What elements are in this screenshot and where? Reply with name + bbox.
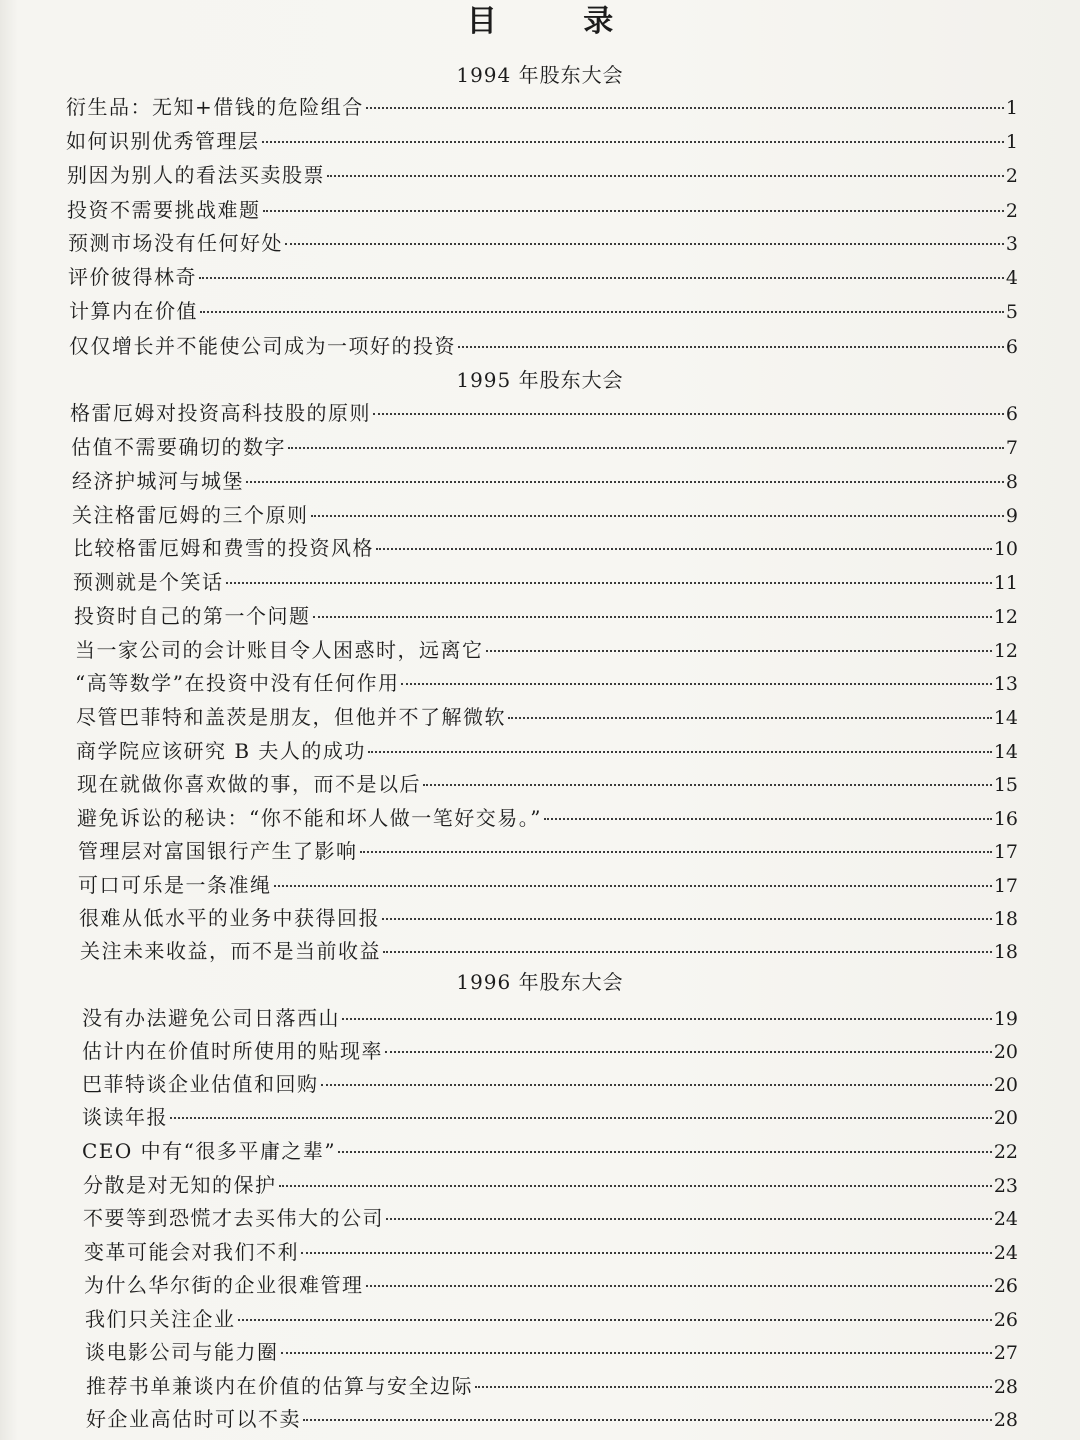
toc-entry-page: 2 [1005, 165, 1018, 187]
dot-leader [373, 413, 1004, 415]
toc-entry[interactable] [74, 602, 1018, 631]
dot-leader [321, 1084, 992, 1086]
toc-entry[interactable] [66, 93, 1018, 122]
toc-entry-page: 15 [993, 774, 1018, 796]
toc-entry-page: 23 [993, 1175, 1018, 1197]
toc-entry-page: 9 [1005, 505, 1018, 527]
toc-entry-title: CEO 中有“很多平庸之辈” [82, 1139, 337, 1163]
toc-entry[interactable] [82, 1103, 1018, 1132]
toc-entry-title: 分散是对无知的保护 [83, 1173, 277, 1197]
toc-entry[interactable] [76, 703, 1018, 732]
toc-entry-page: 18 [993, 908, 1018, 930]
dot-leader [508, 717, 992, 719]
toc-entry[interactable] [69, 297, 1018, 326]
toc-entry-title: 关注格雷厄姆的三个原则 [72, 503, 309, 527]
dot-leader [313, 616, 992, 618]
dot-leader [200, 311, 1004, 313]
toc-entry-page: 13 [993, 673, 1018, 695]
toc-entry[interactable] [82, 1070, 1018, 1099]
toc-entry-page: 6 [1005, 403, 1018, 425]
dot-leader [486, 650, 992, 652]
dot-leader [263, 210, 1004, 212]
toc-entry-title: 比较格雷厄姆和费雪的投资风格 [73, 536, 374, 560]
toc-entry-title: 投资时自己的第一个问题 [74, 604, 311, 628]
toc-entry-title: 别因为别人的看法买卖股票 [67, 163, 325, 187]
page-title: 目 录 [466, 4, 652, 39]
toc-entry-title: 计算内在价值 [69, 299, 198, 323]
toc-entry-title: 好企业高估时可以不卖 [86, 1407, 301, 1431]
toc-entry-page: 20 [993, 1107, 1018, 1129]
toc-entry-title: 如何识别优秀管理层 [66, 129, 260, 153]
toc-entry-page: 17 [993, 875, 1018, 897]
toc-entry-title: 避免诉讼的秘诀：“你不能和坏人做一笔好交易。” [77, 806, 542, 830]
toc-entry-title: 格雷厄姆对投资高科技股的原则 [70, 401, 371, 425]
toc-entry-title: 变革可能会对我们不利 [84, 1240, 299, 1264]
toc-entry-title: 很难从低水平的业务中获得回报 [79, 906, 380, 930]
toc-entry[interactable] [67, 161, 1018, 190]
toc-entry-page: 22 [993, 1141, 1018, 1163]
toc-entry-page: 1 [1005, 131, 1018, 153]
toc-entry-title: 谈电影公司与能力圈 [85, 1340, 279, 1364]
dot-leader [311, 515, 1004, 517]
dot-leader [288, 447, 1004, 449]
dot-leader [366, 1285, 992, 1287]
dot-leader [285, 243, 1004, 245]
dot-leader [368, 751, 992, 753]
toc-entry-page: 28 [993, 1409, 1018, 1431]
dot-leader [458, 346, 1004, 348]
dot-leader [423, 784, 992, 786]
dot-leader [475, 1386, 992, 1388]
toc-entry-page: 12 [993, 606, 1018, 628]
toc-entry-title: 估值不需要确切的数字 [71, 435, 286, 459]
dot-leader [366, 107, 1004, 109]
toc-entry-page: 8 [1005, 471, 1018, 493]
toc-entry-page: 27 [993, 1342, 1018, 1364]
toc-entry[interactable] [86, 1405, 1018, 1434]
toc-entry-title: 管理层对富国银行产生了影响 [78, 839, 358, 863]
toc-entry-page: 1 [1005, 97, 1018, 119]
toc-entry-page: 14 [993, 741, 1018, 763]
section-heading-1994: 1994 年股东大会 [456, 63, 624, 87]
toc-entry-title: 评价彼得林奇 [68, 265, 197, 289]
toc-entry-title: 可口可乐是一条准绳 [78, 873, 272, 897]
toc-entry[interactable] [80, 937, 1018, 966]
toc-entry-title: 估计内在价值时所使用的贴现率 [82, 1039, 383, 1063]
dot-leader [383, 951, 992, 953]
toc-entry-page: 24 [993, 1242, 1018, 1264]
dot-leader [327, 175, 1004, 177]
toc-entry[interactable] [78, 837, 1018, 866]
toc-entry-title: 当一家公司的会计账目令人困惑时，远离它 [75, 638, 484, 662]
toc-entry[interactable] [77, 804, 1018, 833]
toc-entry[interactable] [82, 1037, 1018, 1066]
dot-leader [262, 141, 1004, 143]
toc-entry-page: 19 [993, 1008, 1018, 1030]
toc-entry[interactable] [67, 196, 1018, 225]
toc-entry-title: 巴菲特谈企业估值和回购 [82, 1072, 319, 1096]
dot-leader [544, 818, 992, 820]
toc-entry[interactable] [66, 127, 1018, 156]
toc-entry-page: 28 [993, 1376, 1018, 1398]
toc-entry-page: 10 [993, 538, 1018, 560]
toc-entry-page: 17 [993, 841, 1018, 863]
toc-entry[interactable] [83, 1204, 1018, 1233]
toc-entry[interactable] [77, 770, 1018, 799]
toc-entry[interactable] [85, 1338, 1018, 1367]
toc-entry-title: 仅仅增长并不能使公司成为一项好的投资 [69, 334, 456, 358]
toc-entry-title: 推荐书单兼谈内在价值的估算与安全边际 [86, 1374, 473, 1398]
toc-entry-page: 24 [993, 1208, 1018, 1230]
toc-entry-page: 6 [1005, 336, 1018, 358]
dot-leader [279, 1185, 992, 1187]
toc-entry-page: 14 [993, 707, 1018, 729]
toc-entry[interactable] [85, 1305, 1018, 1334]
dot-leader [170, 1117, 992, 1119]
toc-entry-title: 衍生品：无知+借钱的危险组合 [66, 95, 364, 119]
toc-entry-page: 18 [993, 941, 1018, 963]
toc-entry[interactable] [82, 1137, 1018, 1166]
toc-entry[interactable] [86, 1372, 1018, 1401]
toc-entry-title: 没有办法避免公司日落西山 [82, 1006, 340, 1030]
toc-entry-title: 预测市场没有任何好处 [68, 231, 283, 255]
toc-entry[interactable] [79, 904, 1018, 933]
toc-entry[interactable] [75, 669, 1018, 698]
toc-entry[interactable] [71, 433, 1018, 462]
dot-leader [338, 1151, 992, 1153]
dot-leader [301, 1252, 992, 1254]
toc-entry[interactable] [78, 871, 1018, 900]
dot-leader [376, 548, 992, 550]
toc-entry-title: 尽管巴菲特和盖茨是朋友，但他并不了解微软 [76, 705, 506, 729]
toc-entry-page: 7 [1005, 437, 1018, 459]
toc-entry[interactable] [84, 1238, 1018, 1267]
toc-entry-page: 20 [993, 1074, 1018, 1096]
toc-entry-title: 关注未来收益，而不是当前收益 [80, 939, 381, 963]
toc-entry-title: 经济护城河与城堡 [72, 469, 244, 493]
toc-entry[interactable] [73, 568, 1018, 597]
toc-entry[interactable] [68, 229, 1018, 258]
toc-entry-page: 5 [1005, 301, 1018, 323]
toc-entry-title: 商学院应该研究 B 夫人的成功 [76, 739, 366, 763]
toc-entry[interactable] [82, 1004, 1018, 1033]
section-heading-1995: 1995 年股东大会 [456, 368, 624, 392]
toc-entry[interactable] [83, 1171, 1018, 1200]
toc-entry-title: “高等数学”在投资中没有任何作用 [75, 671, 400, 695]
dot-leader [386, 1218, 992, 1220]
toc-entry[interactable] [68, 263, 1018, 292]
dot-leader [199, 277, 1004, 279]
toc-entry-page: 26 [993, 1275, 1018, 1297]
dot-leader [360, 851, 992, 853]
toc-entry[interactable] [69, 332, 1018, 361]
toc-entry-title: 不要等到恐慌才去买伟大的公司 [83, 1206, 384, 1230]
toc-entry[interactable] [73, 534, 1018, 563]
toc-entry[interactable] [75, 636, 1018, 665]
toc-entry[interactable] [72, 467, 1018, 496]
toc-entry-page: 20 [993, 1041, 1018, 1063]
section-heading-1996: 1996 年股东大会 [456, 970, 624, 994]
dot-leader [382, 918, 992, 920]
dot-leader [281, 1352, 992, 1354]
dot-leader [238, 1319, 992, 1321]
toc-entry-page: 3 [1005, 233, 1018, 255]
toc-entry-title: 投资不需要挑战难题 [67, 198, 261, 222]
dot-leader [342, 1018, 992, 1020]
toc-entry-title: 为什么华尔街的企业很难管理 [84, 1273, 364, 1297]
dot-leader [246, 481, 1004, 483]
toc-entry-title: 谈读年报 [82, 1105, 168, 1129]
dot-leader [303, 1419, 992, 1421]
toc-entry-page: 12 [993, 640, 1018, 662]
toc-entry-title: 我们只关注企业 [85, 1307, 236, 1331]
toc-entry-title: 现在就做你喜欢做的事，而不是以后 [77, 772, 421, 796]
toc-entry-title: 预测就是个笑话 [73, 570, 224, 594]
toc-entry[interactable] [76, 737, 1018, 766]
toc-entry[interactable] [84, 1271, 1018, 1300]
dot-leader [226, 582, 992, 584]
toc-entry-page: 11 [993, 572, 1018, 594]
dot-leader [401, 683, 991, 685]
dot-leader [385, 1051, 992, 1053]
toc-entry[interactable] [70, 399, 1018, 428]
dot-leader [274, 885, 992, 887]
toc-entry-page: 16 [993, 808, 1018, 830]
toc-entry-page: 2 [1005, 200, 1018, 222]
toc-entry[interactable] [72, 501, 1018, 530]
toc-entry-page: 4 [1005, 267, 1018, 289]
toc-entry-page: 26 [993, 1309, 1018, 1331]
